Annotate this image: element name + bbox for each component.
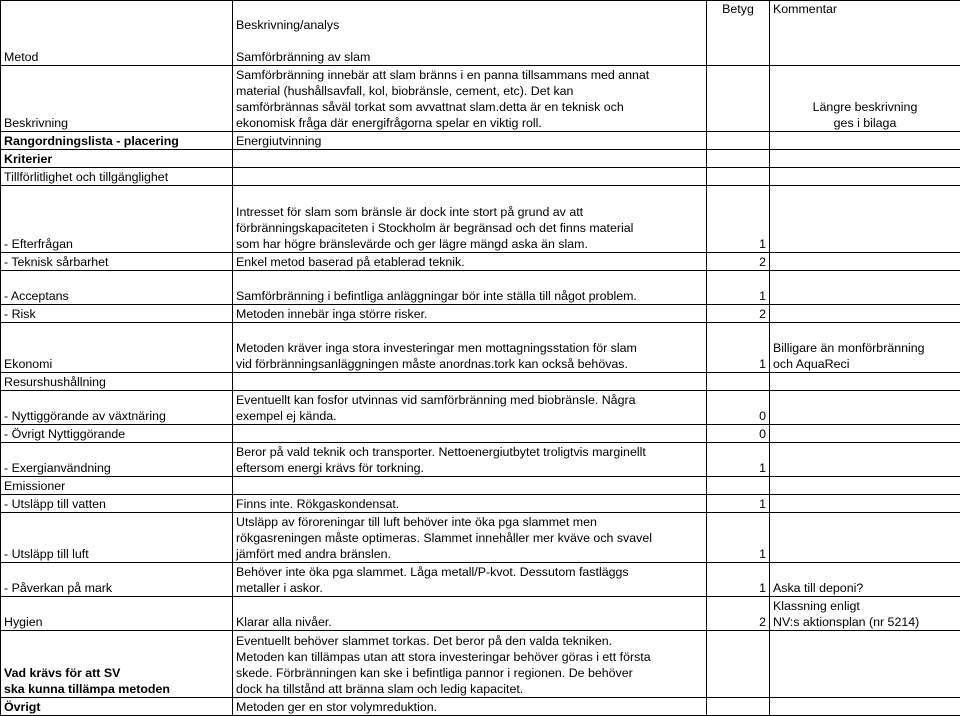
table-row: [1, 271, 960, 305]
row-grade: 0: [707, 391, 770, 425]
table-row: [1, 698, 960, 716]
row-comment: [770, 698, 960, 716]
row-text: Samförbränning innebär att slam bränns i en panna tillsammans med annat material (hushållsavfall, kol, biobränsle, cement, etc). Det kan samförbrännas såväl torkat som avvattnat slam.detta är en teknisk och ekonomisk fråga där energifrågorna spelar en viktig roll.: [233, 66, 707, 132]
row-label: Vad krävs för att SV ska kunna tillämpa metoden: [1, 631, 233, 698]
row-grade: [707, 373, 770, 391]
row-comment: [770, 495, 960, 513]
row-comment: Längre beskrivning ges i bilaga: [770, 66, 960, 132]
row-grade: [707, 132, 770, 150]
row-comment: [770, 513, 960, 563]
table-row: [1, 391, 960, 425]
row-grade: [707, 168, 770, 186]
row-label: - Övrigt Nyttiggörande: [1, 425, 233, 443]
row-grade: 1: [707, 323, 770, 373]
row-label: - Påverkan på mark: [1, 563, 233, 597]
row-grade: 2: [707, 305, 770, 323]
row-text: [233, 168, 707, 186]
table-row: [1, 132, 960, 150]
table-row: [1, 150, 960, 168]
row-comment: [770, 443, 960, 477]
row-text: [233, 373, 707, 391]
metod-header: Metod: [1, 1, 233, 66]
row-label: - Exergianvändning: [1, 443, 233, 477]
header-row: [1, 1, 960, 66]
row-comment: [770, 425, 960, 443]
row-grade: 1: [707, 495, 770, 513]
betyg-header: Betyg: [707, 1, 770, 66]
row-label: Rangordningslista - placering: [1, 132, 233, 150]
row-text: Finns inte. Rökgaskondensat.: [233, 495, 707, 513]
row-text: Eventuellt kan fosfor utvinnas vid samförbränning med biobränsle. Några exempel ej kända.: [233, 391, 707, 425]
row-text: Intresset för slam som bränsle är dock inte stort på grund av att förbränningskapaciteten i Stockholm är begränsad och det finns material som har högre bränslevärde och ger lägre mängd aska än slam.: [233, 186, 707, 253]
row-comment: [770, 477, 960, 495]
row-text: [233, 150, 707, 168]
row-grade: 1: [707, 271, 770, 305]
row-grade: 0: [707, 425, 770, 443]
method-name: Samförbränning av slam: [236, 50, 370, 64]
row-text: Energiutvinning: [233, 132, 707, 150]
table-row: [1, 305, 960, 323]
row-label: - Utsläpp till vatten: [1, 495, 233, 513]
row-comment: [770, 186, 960, 253]
row-comment: [770, 631, 960, 698]
table-row: [1, 495, 960, 513]
row-label: - Acceptans: [1, 271, 233, 305]
row-grade: 1: [707, 563, 770, 597]
row-grade: [707, 698, 770, 716]
row-label: Emissioner: [1, 477, 233, 495]
table-row: [1, 563, 960, 597]
table-row: [1, 597, 960, 631]
table-row: [1, 477, 960, 495]
table-row: [1, 425, 960, 443]
row-text: Metoden kräver inga stora investeringar men mottagningsstation för slam vid förbränningsanläggningen måste anordnas.tork kan också behövas.: [233, 323, 707, 373]
row-comment: Billigare än monförbränning och AquaReci: [770, 323, 960, 373]
row-comment: Aska till deponi?: [770, 563, 960, 597]
row-text: [233, 477, 707, 495]
table-row: [1, 168, 960, 186]
row-comment: [770, 271, 960, 305]
table-row: [1, 373, 960, 391]
table-row: [1, 186, 960, 253]
beskrivning-header: [233, 1, 707, 66]
row-label: - Efterfrågan: [1, 186, 233, 253]
row-text: Behöver inte öka pga slammet. Låga metall/P-kvot. Dessutom fastläggs metaller i askor.: [233, 563, 707, 597]
table-row: [1, 631, 960, 698]
table-row: [1, 443, 960, 477]
table-row: [1, 513, 960, 563]
row-text: Klarar alla nivåer.: [233, 597, 707, 631]
row-grade: [707, 631, 770, 698]
row-text: Beror på vald teknik och transporter. Nettoenergiutbytet troligtvis marginellt eftersom energi krävs för torkning.: [233, 443, 707, 477]
row-text: Utsläpp av föroreningar till luft behöver inte öka pga slammet men rökgasreningen måste optimeras. Slammet innehåller mer kväve och svavel jämfört med andra bränslen.: [233, 513, 707, 563]
row-label: Resurshushållning: [1, 373, 233, 391]
row-label: Övrigt: [1, 698, 233, 716]
row-grade: [707, 477, 770, 495]
row-comment: [770, 253, 960, 271]
row-label: - Risk: [1, 305, 233, 323]
row-grade: 1: [707, 186, 770, 253]
row-comment: [770, 150, 960, 168]
row-grade: 1: [707, 513, 770, 563]
row-text: [233, 425, 707, 443]
row-comment: [770, 391, 960, 425]
row-comment: [770, 168, 960, 186]
row-text: Enkel metod baserad på etablerad teknik.: [233, 253, 707, 271]
row-grade: [707, 150, 770, 168]
table-row: [1, 323, 960, 373]
row-label: Kriterier: [1, 150, 233, 168]
row-label: Beskrivning: [1, 66, 233, 132]
row-label: - Teknisk sårbarhet: [1, 253, 233, 271]
row-text: Eventuellt behöver slammet torkas. Det beror på den valda tekniken. Metoden kan tillämpas utan att stora investeringar behöver göras i ett första skede. Förbränningen kan ske i befintliga pannor i regionen. De behöver dock ha tillstånd att bränna slam och ledig kapacitet.: [233, 631, 707, 698]
row-grade: 2: [707, 253, 770, 271]
row-text: Metoden ger en stor volymreduktion.: [233, 698, 707, 716]
row-label: Tillförlitlighet och tillgänglighet: [1, 168, 233, 186]
row-text: Metoden innebär inga större risker.: [233, 305, 707, 323]
row-comment: [770, 305, 960, 323]
row-comment: Klassning enligt NV:s aktionsplan (nr 5214): [770, 597, 960, 631]
row-label: - Utsläpp till luft: [1, 513, 233, 563]
row-label: - Nyttiggörande av växtnäring: [1, 391, 233, 425]
row-grade: 2: [707, 597, 770, 631]
row-label: Hygien: [1, 597, 233, 631]
row-comment: [770, 373, 960, 391]
row-comment: [770, 132, 960, 150]
row-text: Samförbränning i befintliga anläggningar bör inte ställa till något problem.: [233, 271, 707, 305]
table-row: [1, 66, 960, 132]
row-grade: [707, 66, 770, 132]
row-grade: 1: [707, 443, 770, 477]
table-row: [1, 253, 960, 271]
beskrivning-header-label: Beskrivning/analys: [236, 18, 339, 32]
kommentar-header: Kommentar: [770, 1, 960, 66]
row-label: Ekonomi: [1, 323, 233, 373]
